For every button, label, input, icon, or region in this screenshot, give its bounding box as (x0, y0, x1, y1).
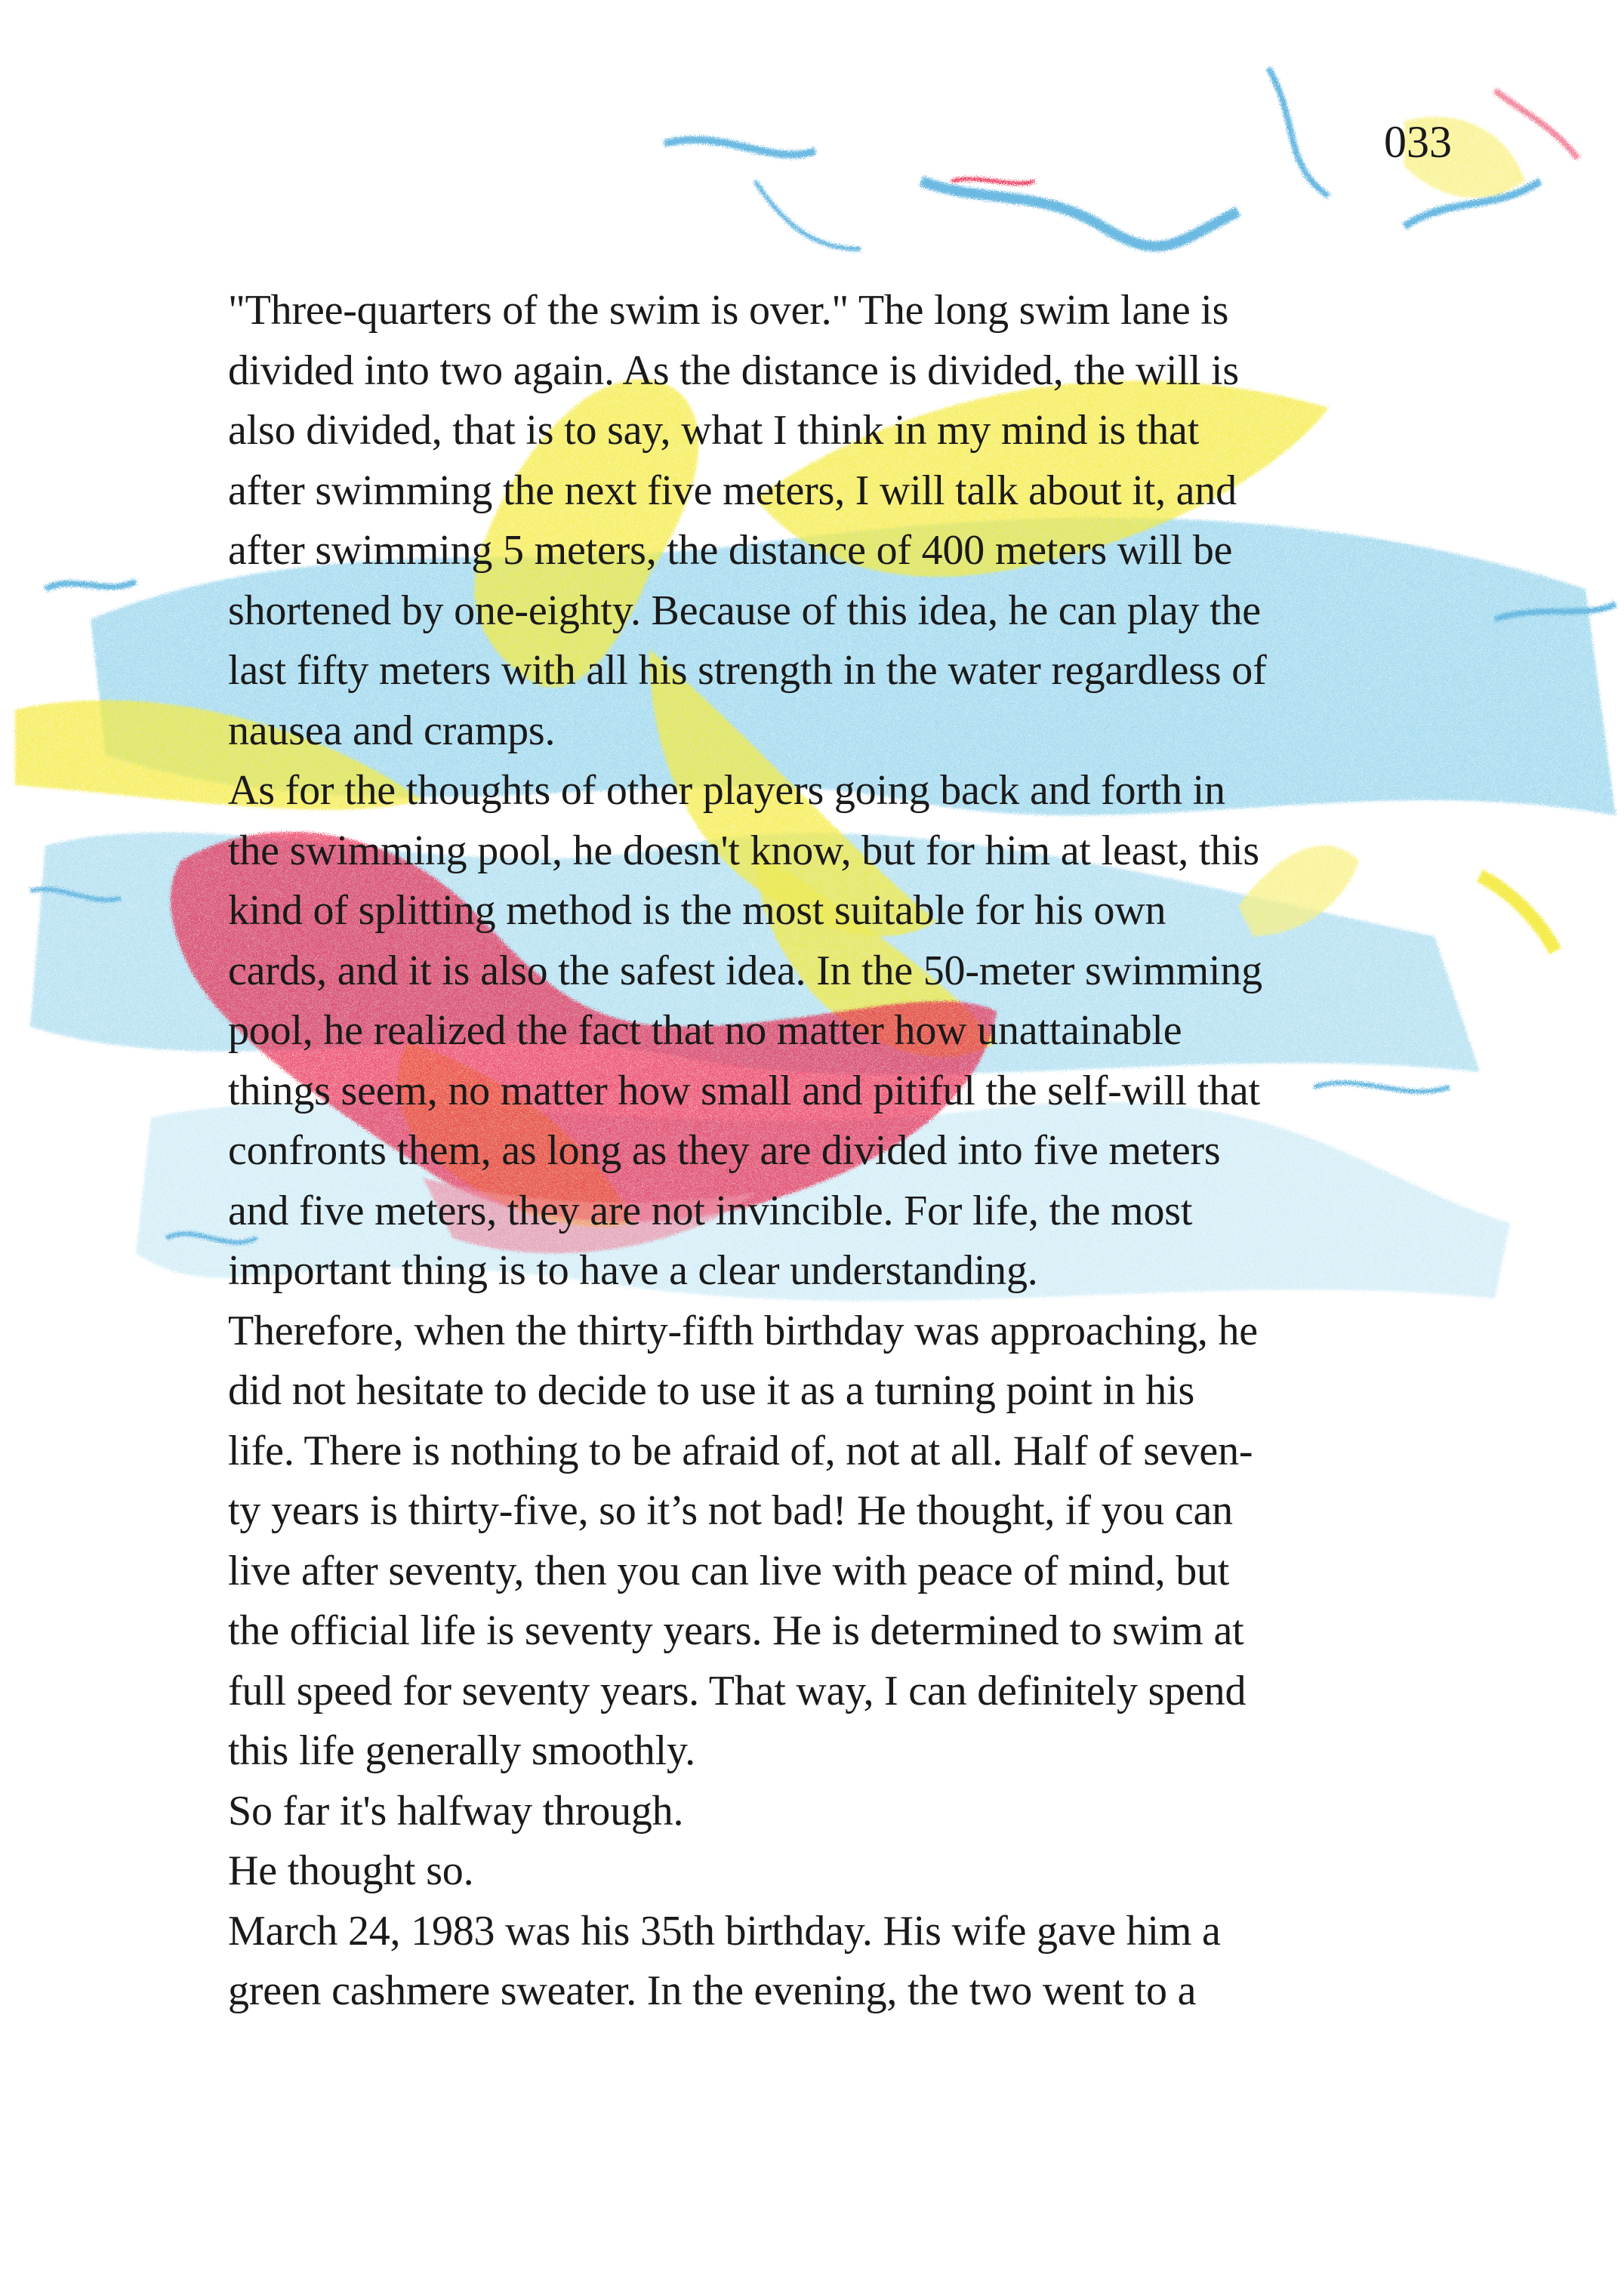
text-line: live after seventy, then you can live with peace of mind, but (228, 1547, 1230, 1594)
text-line: confronts them, as long as they are divided into five meters (228, 1127, 1221, 1174)
text-line: So far it's halfway through. (228, 1787, 684, 1835)
text-line: things seem, no matter how small and pitiful the self-will that (228, 1067, 1260, 1114)
text-line: Therefore, when the thirty-fifth birthday was approaching, he (228, 1307, 1258, 1354)
text-line: after swimming 5 meters, the distance of 400 meters will be (228, 527, 1233, 574)
text-line: pool, he realized the fact that no matter how unattainable (228, 1007, 1182, 1054)
text-line: this life generally smoothly. (228, 1727, 695, 1774)
text-line: did not hesitate to decide to use it as a turning point in his (228, 1367, 1195, 1414)
text-line: green cashmere sweater. In the evening, the two went to a (228, 1967, 1197, 2014)
text-line: shortened by one-eighty. Because of this idea, he can play the (228, 587, 1261, 634)
text-line: March 24, 1983 was his 35th birthday. His wife gave him a (228, 1907, 1221, 1955)
text-line: full speed for seventy years. That way, I can definitely spend (228, 1667, 1247, 1714)
text-line: ty years is thirty-five, so it’s not bad! He thought, if you can (228, 1487, 1233, 1534)
text-line: after swimming the next five meters, I will talk about it, and (228, 467, 1237, 514)
text-line: nausea and cramps. (228, 707, 556, 754)
text-line: He thought so. (228, 1847, 474, 1894)
text-line: the official life is seventy years. He is determined to swim at (228, 1607, 1244, 1654)
text-line: As for the thoughts of other players going back and forth in (228, 767, 1225, 814)
text-line: divided into two again. As the distance is divided, the will is (228, 347, 1240, 394)
text-line: kind of splitting method is the most suitable for his own (228, 887, 1166, 934)
body-text (228, 281, 1512, 2022)
page-number: 033 (1384, 117, 1452, 167)
text-line: important thing is to have a clear understanding. (228, 1247, 1038, 1294)
text-line: life. There is nothing to be afraid of, not at all. Half of seven- (228, 1427, 1253, 1474)
text-line: and five meters, they are not invincible. For life, the most (228, 1187, 1193, 1234)
text-line: cards, and it is also the safest idea. In the 50-meter swimming (228, 947, 1262, 994)
text-line: the swimming pool, he doesn't know, but for him at least, this (228, 827, 1259, 874)
text-line: "Three-quarters of the swim is over." The long swim lane is (228, 287, 1229, 334)
text-line: also divided, that is to say, what I think in my mind is that (228, 407, 1200, 454)
text-line: last fifty meters with all his strength in the water regardless of (228, 647, 1267, 694)
